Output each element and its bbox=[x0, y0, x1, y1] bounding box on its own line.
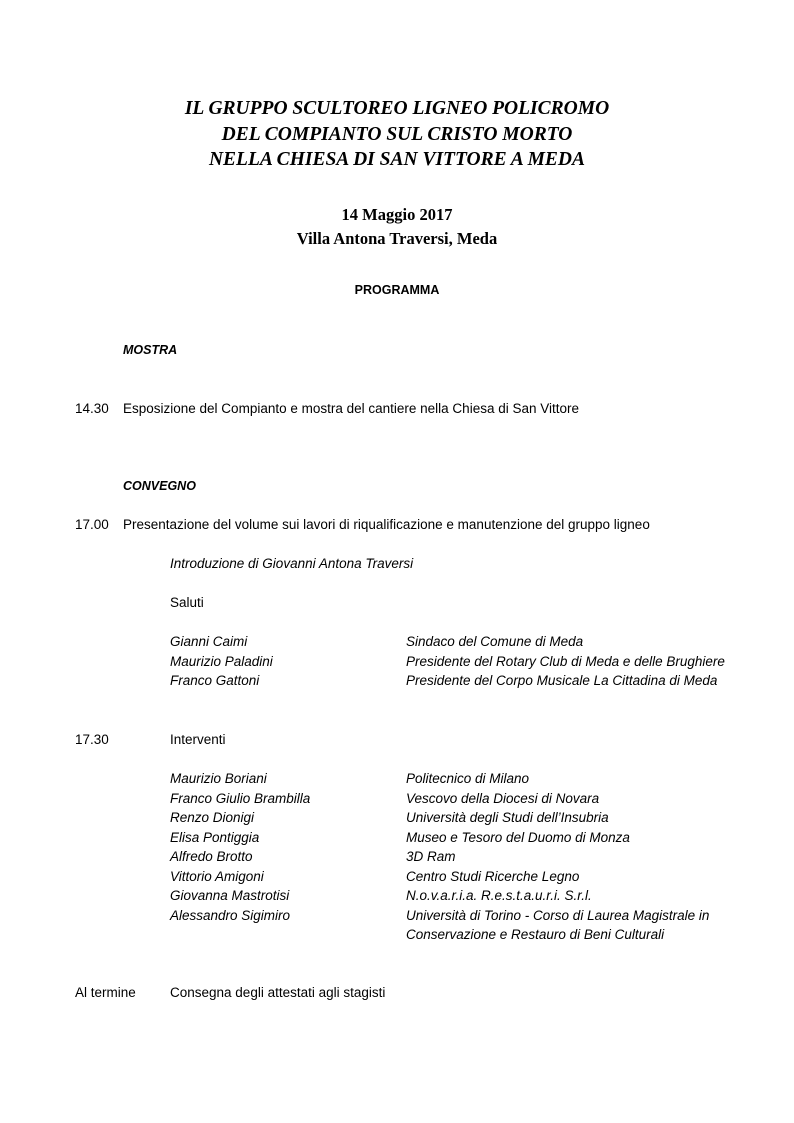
mostra-heading: MOSTRA bbox=[123, 343, 178, 357]
event-info bbox=[0, 203, 794, 250]
speaker-affiliation-continued: Conservazione e Restauro di Beni Culturali bbox=[406, 927, 665, 942]
speaker-name: Vittorio Amigoni bbox=[170, 869, 264, 884]
speaker-affiliation: 3D Ram bbox=[406, 849, 456, 864]
speaker-name: Alessandro Sigimiro bbox=[170, 908, 291, 923]
speaker-name: Renzo Dionigi bbox=[170, 810, 255, 825]
interventi-label: Interventi bbox=[170, 732, 226, 747]
speaker-affiliation: Politecnico di Milano bbox=[406, 771, 530, 786]
convegno-intro: Introduzione di Giovanni Antona Traversi bbox=[170, 556, 414, 571]
speaker-affiliation: Centro Studi Ricerche Legno bbox=[406, 869, 580, 884]
speaker-name: Giovanna Mastrotisi bbox=[170, 888, 290, 903]
title-line-3: NELLA CHIESA DI SAN VITTORE A MEDA bbox=[208, 149, 586, 170]
termine-text: Consegna degli attestati agli stagisti bbox=[170, 985, 386, 1000]
mostra-time: 14.30 bbox=[75, 401, 109, 416]
convegno-heading: CONVEGNO bbox=[123, 479, 196, 493]
speaker-affiliation: Università degli Studi dell’Insubria bbox=[406, 810, 609, 825]
speaker-name: Maurizio Boriani bbox=[170, 771, 267, 786]
interventi-time: 17.30 bbox=[75, 732, 109, 747]
programma-heading: PROGRAMMA bbox=[354, 283, 440, 297]
saluti-role: Sindaco del Comune di Meda bbox=[406, 634, 584, 649]
document-title bbox=[0, 96, 794, 173]
convegno-time: 17.00 bbox=[75, 517, 109, 532]
speaker-affiliation: Vescovo della Diocesi di Novara bbox=[406, 791, 600, 806]
speaker-name: Alfredo Brotto bbox=[170, 849, 253, 864]
speaker-name: Franco Giulio Brambilla bbox=[170, 791, 311, 806]
speaker-affiliation: N.o.v.a.r.i.a. R.e.s.t.a.u.r.i. S.r.l. bbox=[406, 888, 592, 903]
speaker-affiliation: Museo e Tesoro del Duomo di Monza bbox=[406, 830, 630, 845]
event-venue: Villa Antona Traversi, Meda bbox=[296, 228, 498, 248]
event-date: 14 Maggio 2017 bbox=[341, 205, 453, 224]
mostra-text: Esposizione del Compianto e mostra del cantiere nella Chiesa di San Vittore bbox=[123, 401, 580, 416]
termine-label: Al termine bbox=[75, 985, 136, 1000]
title-line-2: DEL COMPIANTO SUL CRISTO MORTO bbox=[221, 123, 573, 145]
saluti-name: Gianni Caimi bbox=[170, 634, 248, 649]
speaker-name: Elisa Pontiggia bbox=[170, 830, 260, 845]
saluti-role: Presidente del Corpo Musicale La Cittadina di Meda bbox=[406, 673, 718, 688]
saluti-label: Saluti bbox=[170, 595, 204, 610]
saluti-role: Presidente del Rotary Club di Meda e delle Brughiere bbox=[406, 654, 725, 669]
convegno-text: Presentazione del volume sui lavori di riqualificazione e manutenzione del gruppo ligneo bbox=[123, 517, 650, 532]
saluti-name: Maurizio Paladini bbox=[170, 654, 273, 669]
saluti-name: Franco Gattoni bbox=[170, 673, 260, 688]
title-line-1: IL GRUPPO SCULTOREO LIGNEO POLICROMO bbox=[184, 98, 610, 119]
speaker-affiliation: Università di Torino - Corso di Laurea Magistrale in bbox=[406, 908, 710, 923]
